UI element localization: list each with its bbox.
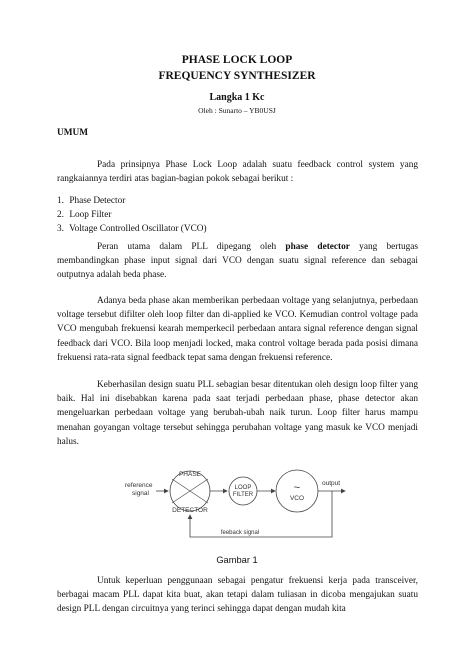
subtitle: Langka 1 Kc bbox=[209, 92, 265, 103]
title-line-1: PHASE LOCK LOOP bbox=[181, 54, 293, 66]
figure-caption: Gambar 1 bbox=[216, 555, 258, 565]
paragraph-5: Untuk keperluan penggunaan sebagai pengatur frekuensi kerja pada transceiver, berbagai macam PLL dapat kita buat, akan tetapi dalam tuliasan in dicoba mengajukan suatu design PLL dengan circuitnya yang terinci sehingga dapat dengan mudah kita bbox=[57, 576, 418, 615]
loop-filter-label-2: FILTER bbox=[232, 492, 254, 498]
section-heading: UMUM bbox=[57, 128, 88, 138]
title-line-2: FREQUENCY SYNTHESIZER bbox=[158, 70, 316, 82]
intro-paragraph: Pada prinsipnya Phase Lock Loop adalah suatu feedback control system yang rangkaiannya terdiri atas bagian-bagian pokok sebagai berikut : bbox=[57, 160, 418, 185]
list-item: 1. Phase Detector bbox=[57, 196, 126, 206]
component-list bbox=[57, 194, 207, 236]
phase-detector-top-label: PHASE bbox=[178, 471, 202, 478]
author-line: Oleh : Sunarto – YB0USJ bbox=[198, 106, 276, 115]
reference-signal-label-2: signal bbox=[132, 490, 149, 497]
vco-label: VCO bbox=[289, 495, 305, 502]
loop-filter-circle bbox=[229, 477, 257, 505]
loop-filter-label: LOOP bbox=[234, 485, 252, 491]
paragraph-4: Keberhasilan design suatu PLL sebagian besar ditentukan oleh design loop filter yang baik. Hal ini disebabkan karena pada saat terjadi perbedaan phase, phase detector akan mengeluarkan perbedaan voltage yang berubah-ubah naik turun. Loop filter harus mampu menahan goyangan voltage tersebut sehingga perubahan voltage yang masuk ke VCO menjadi halus. bbox=[57, 380, 418, 447]
list-item: 3. Voltage Controlled Oscillator (VCO) bbox=[57, 224, 207, 234]
phase-detector-bottom-label: DETECTOR bbox=[172, 507, 208, 514]
feedback-path bbox=[190, 491, 332, 537]
feedback-signal-label: feeback signal bbox=[220, 530, 260, 536]
vco-symbol: ~ bbox=[293, 482, 301, 494]
bold-term: phase detector bbox=[285, 242, 350, 252]
output-label: output bbox=[322, 480, 341, 487]
reference-signal-label: reference bbox=[125, 482, 153, 489]
paragraph-3: Adanya beda phase akan memberikan perbedaan voltage yang selanjutnya, perbedaan voltage tersebut difilter oleh loop filter dan di-applied ke VCO. Kemudian control voltage pada VCO mengubah frekuensi kearah memperkecil perbedaan antara signal reference dengan signal feedback dari VCO. Bila loop menjadi locked, maka control voltage berada pada posisi dimana frekuensi rata-rata signal feedback tepat sama dengan frekuensi reference. bbox=[57, 296, 418, 363]
paragraph-2: Peran utama dalam PLL dipegang oleh phase detector yang bertugas membandingkan phase input signal dari VCO dengan suatu signal reference dan sebagai outputnya adalah beda phase. bbox=[57, 242, 419, 281]
list-item: 2. Loop Filter bbox=[57, 210, 112, 220]
pll-block-diagram bbox=[120, 465, 360, 555]
